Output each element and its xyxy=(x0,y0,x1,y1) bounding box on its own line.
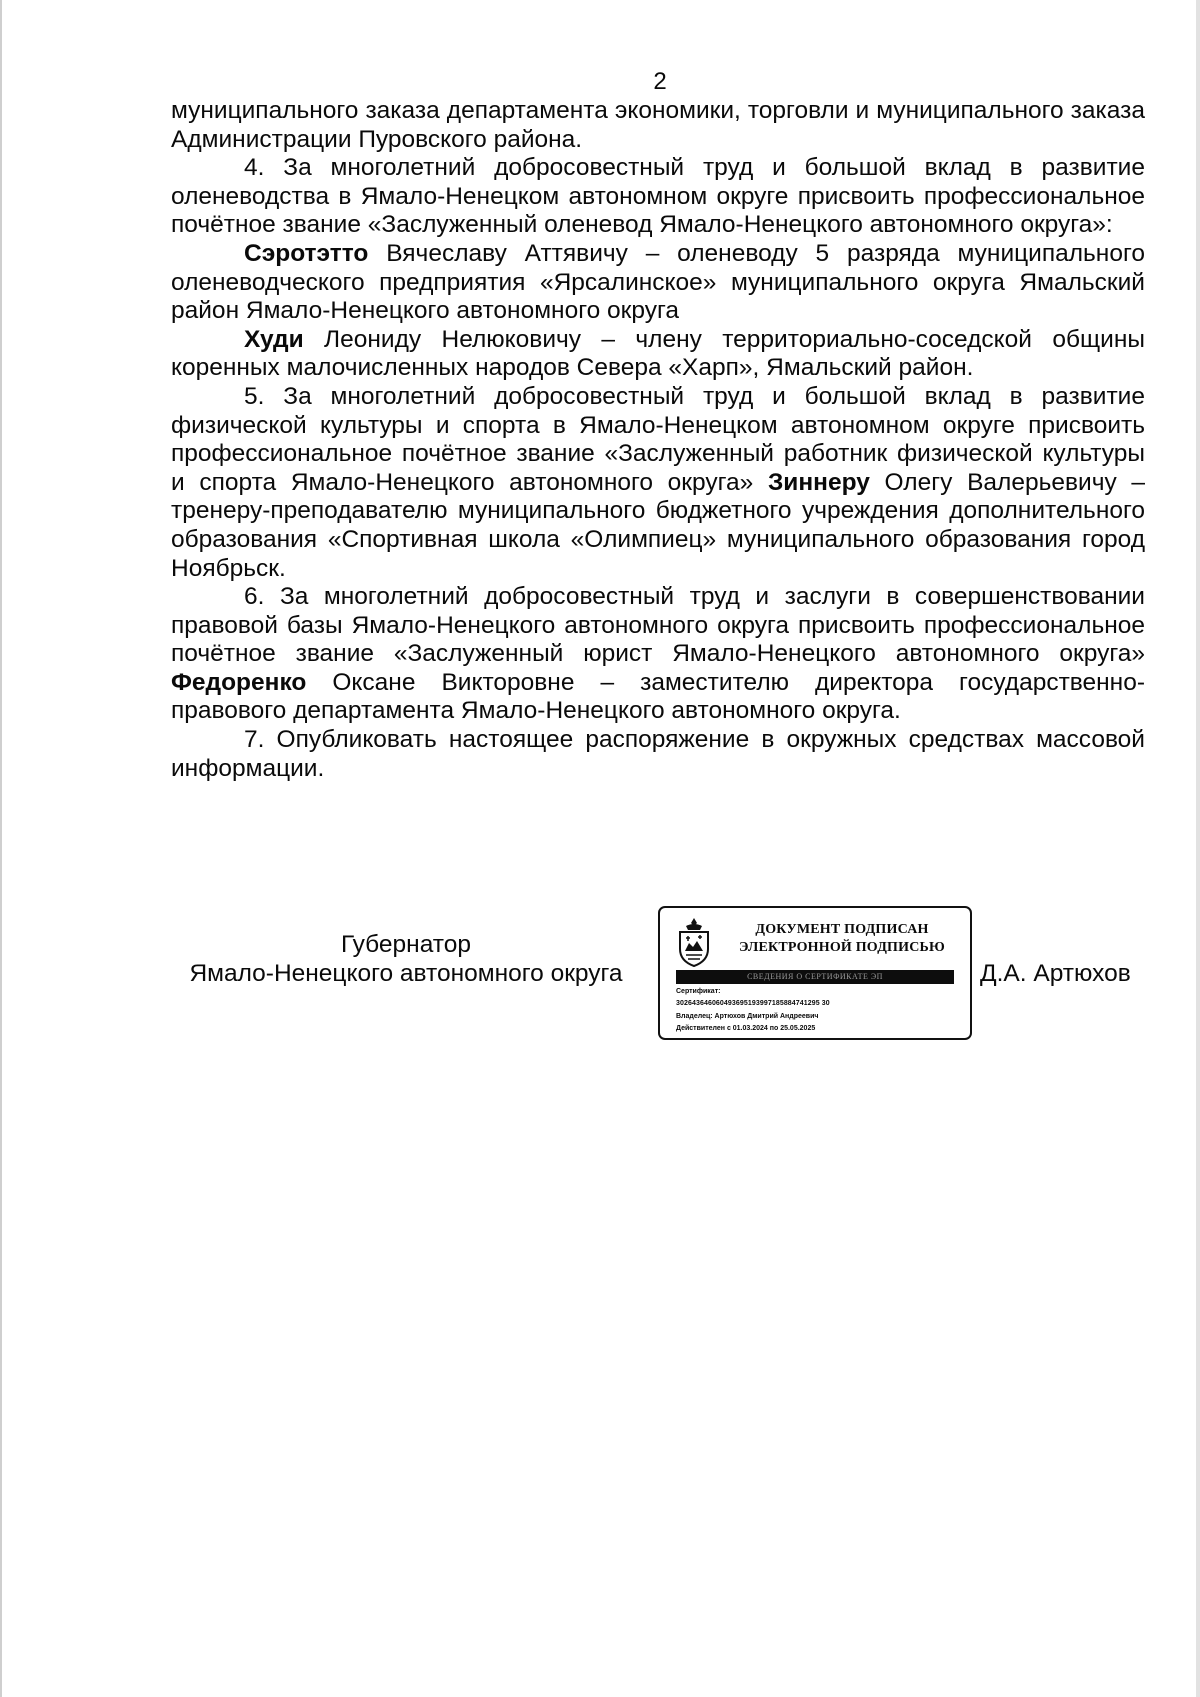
scan-left-edge xyxy=(0,0,2,1697)
paragraph xyxy=(171,383,1145,583)
awardee-surname: Сэротэтто xyxy=(244,239,369,267)
signatory-position-line2: Ямало-Ненецкого автономного округа xyxy=(189,959,623,987)
stamp-owner: Владелец: Артюхов Дмитрий Андреевич xyxy=(676,1013,819,1020)
paragraph-text: 6. За многолетний добросовестный труд и заслуги в совершенствовании правовой базы Ямало-Ненецкого автономного округа присвоить профессиональное почётное звание «Заслуженный юрист Ямало-Ненецкого автономного округа» xyxy=(171,583,1145,668)
awardee-surname: Зиннеру xyxy=(767,468,870,496)
paragraph xyxy=(171,240,1145,326)
paragraph-text: муниципального заказа департамента экономики, торговли и муниципального заказа Администрации Пуровского района. xyxy=(171,97,1145,153)
stamp-heading-line1: ДОКУМЕНТ ПОДПИСАН xyxy=(755,922,929,937)
coat-of-arms-icon xyxy=(676,917,712,969)
paragraph xyxy=(171,97,1145,154)
stamp-certificate-number: 302643646060493695193997185884741295 30 xyxy=(676,1000,830,1007)
stamp-heading xyxy=(722,921,962,957)
scan-right-edge xyxy=(1196,0,1200,1697)
paragraph xyxy=(171,154,1145,240)
electronic-signature-stamp xyxy=(658,906,972,1040)
paragraph-text: Леониду Нелюковичу – члену территориально-соседской общины коренных малочисленных народов Севера «Харп», Ямальский район. xyxy=(171,325,1145,382)
page-number: 2 xyxy=(653,68,667,95)
stamp-certificate-bar: СВЕДЕНИЯ О СЕРТИФИКАТЕ ЭП xyxy=(676,970,954,984)
signatory-position-line1: Губернатор xyxy=(341,931,471,958)
stamp-validity: Действителен с 01.03.2024 по 25.05.2025 xyxy=(676,1025,816,1032)
signatory-position xyxy=(168,931,644,988)
paragraph xyxy=(171,326,1145,383)
paragraph-text: Олегу Валерьевичу – тренеру-преподавателю муниципального бюджетного учреждения дополнительного образования «Спортивная школа «Олимпиец» муниципального образования город Ноябрьск. xyxy=(171,468,1145,582)
awardee-surname: Федоренко xyxy=(171,668,307,696)
document-body xyxy=(171,97,1145,783)
paragraph xyxy=(171,583,1145,726)
stamp-heading-line2: ЭЛЕКТРОННОЙ ПОДПИСЬЮ xyxy=(739,940,945,955)
paragraph xyxy=(171,726,1145,783)
paragraph-text: 7. Опубликовать настоящее распоряжение в окружных средствах массовой информации. xyxy=(171,726,1145,782)
paragraph-text: Вячеславу Аттявичу – оленеводу 5 разряда муниципального оленеводческого предприятия «Ярсалинское» муниципального округа Ямальский район Ямало-Ненецкого автономного округа xyxy=(171,239,1145,325)
paragraph-text: 4. За многолетний добросовестный труд и большой вклад в развитие оленеводства в Ямало-Ненецком автономном округе присвоить профессиональное почётное звание «Заслуженный оленевод Ямало-Ненецкого автономного округа»: xyxy=(171,154,1145,239)
paragraph-text: Оксане Викторовне – заместителю директора государственно-правового департамента Ямало-Ненецкого автономного округа. xyxy=(171,668,1145,725)
paragraph-text: 5. За многолетний добросовестный труд и большой вклад в развитие физической культуры и спорта в Ямало-Ненецком автономном округе присвоить профессиональное почётное звание «Заслуженный работник физической культуры и спорта Ямало-Ненецкого автономного округа» xyxy=(171,382,1145,496)
stamp-certificate-label: Сертификат: xyxy=(676,988,721,995)
signatory-name: Д.А. Артюхов xyxy=(980,960,1131,987)
awardee-surname: Худи xyxy=(244,325,304,353)
